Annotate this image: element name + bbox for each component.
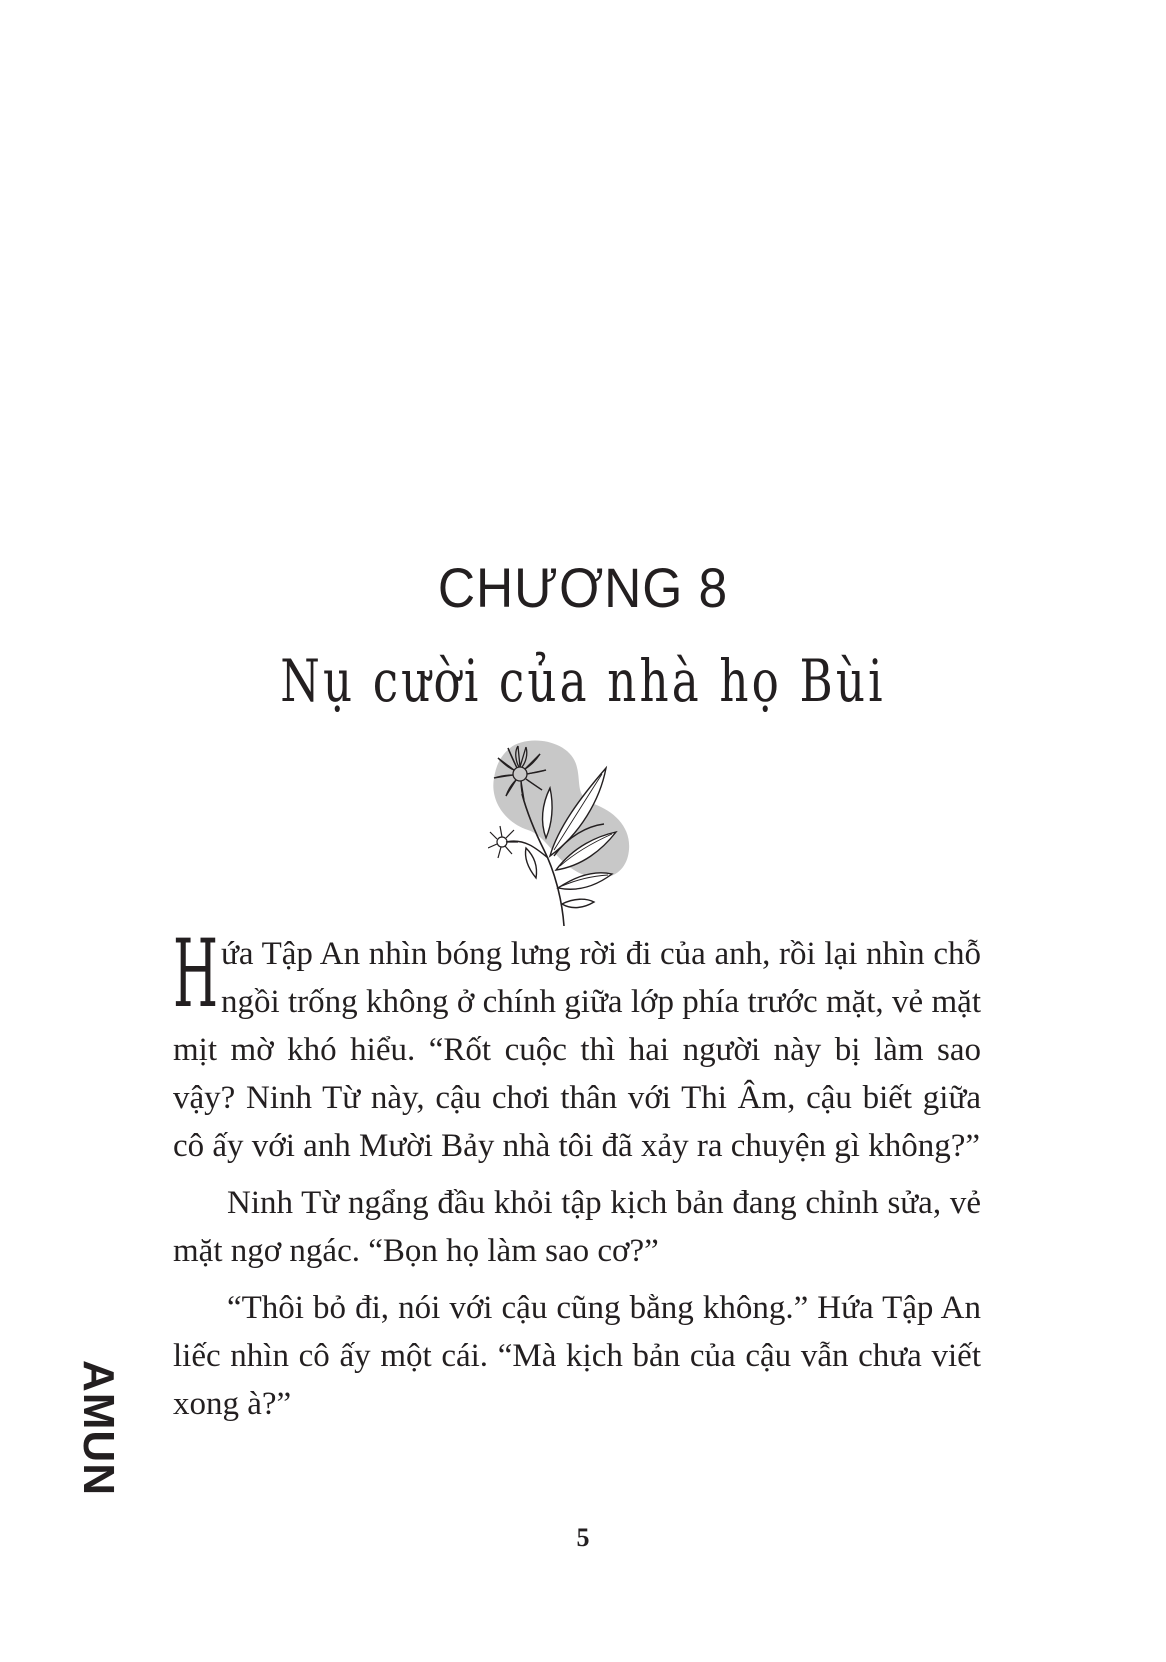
publisher-logo-text: AMUN bbox=[74, 1360, 123, 1496]
paragraph-3: “Thôi bỏ đi, nói với cậu cũng bằng không.” Hứa Tập An liếc nhìn cô ấy một cái. “Mà kịch bản của cậu vẫn chưa viết xong à?” bbox=[173, 1290, 981, 1422]
page-number: 5 bbox=[576, 1523, 590, 1552]
drop-cap: H bbox=[173, 920, 219, 1029]
publisher-logo bbox=[70, 1360, 126, 1496]
chapter-label: CHƯƠNG 8 bbox=[437, 556, 729, 619]
chapter-title: Nụ cười của nhà họ Bùi bbox=[280, 647, 886, 715]
paragraph-2: Ninh Từ ngẩng đầu khỏi tập kịch bản đang chỉnh sửa, vẻ mặt ngơ ngác. “Bọn họ làm sao cơ?” bbox=[173, 1185, 981, 1269]
flower-sprig-icon bbox=[488, 738, 668, 928]
paragraph-1 bbox=[173, 920, 981, 1170]
chapter-body bbox=[173, 920, 981, 1437]
paragraph-1-text: ứa Tập An nhìn bóng lưng rời đi của anh, rồi lại nhìn chỗ ngồi trống không ở chính giữa lớp phía trước mặt, vẻ mặt mịt mờ khó hiểu. “Rốt cuộc thì hai người này bị làm sao vậy? Ninh Từ này, cậu chơi thân với Thi Âm, cậu biết giữa cô ấy với anh Mười Bảy nhà tôi đã xảy ra chuyện gì không?” bbox=[173, 936, 981, 1164]
